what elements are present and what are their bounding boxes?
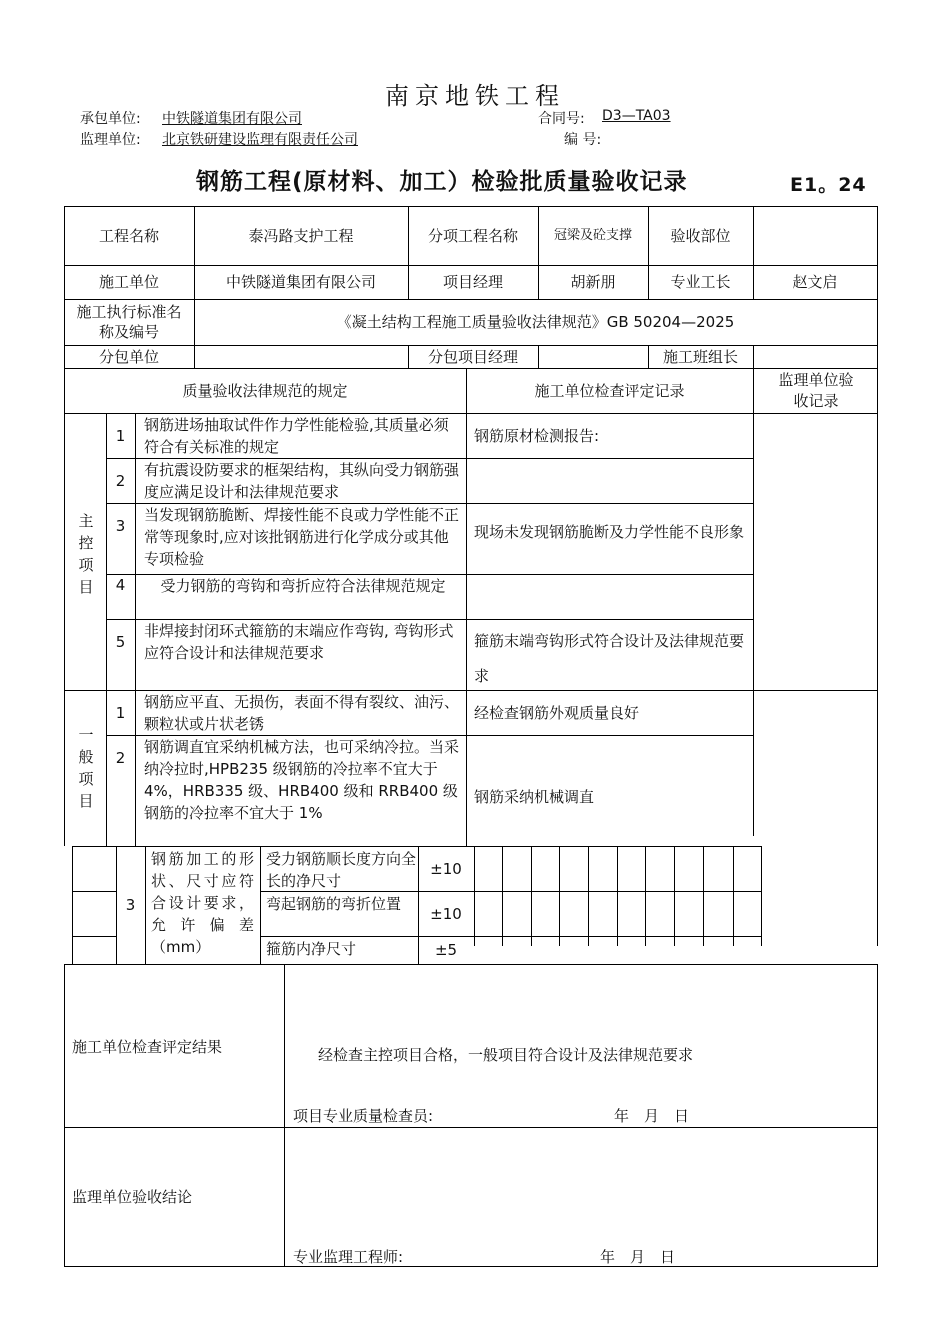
general-item-2-no: 2	[115, 749, 126, 767]
main-item-3-no: 3	[115, 517, 126, 535]
team-leader-label: 施工班组长	[662, 347, 738, 366]
number-label: 编 号:	[564, 132, 602, 148]
pm-label: 项目经理	[442, 273, 503, 291]
foreman-value: 赵文启	[792, 273, 838, 291]
contractor-value: 中铁隧道集团有限公司	[162, 111, 302, 127]
tolerance-row-2-name: 弯起钢筋的弯折位置	[266, 895, 402, 913]
sub-project-value: 冠梁及砼支撑	[553, 227, 632, 243]
contractor-label: 承包单位:	[80, 111, 141, 127]
standard-label: 施工执行标准名称及编号	[76, 303, 182, 341]
general-item-1-no: 1	[115, 703, 126, 722]
main-item-4-no: 4	[115, 576, 126, 594]
main-item-4-spec: 受力钢筋的弯钩和弯折应符合法律规范规定	[160, 577, 446, 595]
main-item-1-no: 1	[115, 426, 126, 445]
contract-no-label: 合同号:	[538, 111, 585, 127]
contract-no-value: D3—TA03	[602, 108, 671, 124]
general-item-3-no: 3	[125, 896, 136, 914]
pm-value: 胡新朋	[570, 273, 616, 291]
sub-pm-label: 分包项目经理	[427, 347, 518, 366]
main-item-2-no: 2	[115, 471, 126, 490]
engineer-label: 专业监理工程师:	[293, 1248, 404, 1266]
main-item-3-record: 现场未发现钢筋脆断及力学性能不良形象	[474, 523, 745, 541]
main-item-5-no: 5	[115, 633, 126, 651]
general-item-2-record: 钢筋采纳机械调直	[474, 788, 595, 806]
main-item-1-record: 钢筋原材检测报告:	[474, 426, 600, 445]
main-item-2-spec: 有抗震设防要求的框架结构，其纵向受力钢筋强度应满足设计和法律规范要求	[144, 461, 460, 501]
main-item-5-spec: 非焊接封闭环式箍筋的末端应作弯钩, 弯钩形式应符合设计和法律规范要求	[144, 622, 454, 662]
supervisor-value: 北京铁研建设监理有限责任公司	[162, 132, 358, 148]
conclusion-label: 监理单位验收结论	[72, 1188, 193, 1206]
project-name-value: 泰冯路支护工程	[248, 226, 354, 245]
construction-unit-label: 施工单位	[98, 273, 159, 291]
result-label: 施工单位检查评定结果	[72, 1038, 223, 1056]
project-name-label: 工程名称	[98, 226, 159, 245]
general-item-3-spec: 钢筋加工的形状、尺寸应符合设计要求，允许偏差（mm）	[151, 850, 254, 956]
result-text: 经检查主控项目合格，一般项目符合设计及法律规范要求	[318, 1046, 694, 1064]
tolerance-row-2-value: ±10	[430, 904, 462, 923]
construction-record-header: 施工单位检查评定记录	[534, 381, 685, 400]
main-item-3-spec: 当发现钢筋脆断、焊接性能不良或力学性能不正常等现象时,应对该批钢筋进行化学成分或其他专项检验	[144, 506, 460, 568]
main-item-1-spec: 钢筋进场抽取试件作力学性能检验,其质量必须符合有关标准的规定	[144, 416, 449, 456]
general-item-1-record: 经检查钢筋外观质量良好	[474, 703, 640, 722]
construction-unit-value: 中铁隧道集团有限公司	[225, 273, 376, 291]
project-title: 南京地铁工程	[385, 82, 565, 110]
general-item-2-spec: 钢筋调直宜采纳机械方法，也可采纳冷拉。当采纳冷拉时,HPB235 级钢筋的冷拉率不宜大于 4%，HRB335 级、HRB400 级和 RRB400 级钢筋的冷拉率不宜大于 1%	[144, 738, 460, 822]
form-code: E1。24	[790, 174, 867, 196]
result-date: 年 月 日	[614, 1107, 690, 1125]
conclusion-date: 年 月 日	[600, 1248, 676, 1266]
inspector-label: 项目专业质量检查员:	[293, 1107, 434, 1125]
form-title: 钢筋工程(原材料、加工）检验批质量验收记录	[196, 169, 688, 195]
general-label: 一般项目	[78, 726, 94, 810]
general-item-1-spec: 钢筋应平直、无损伤，表面不得有裂纹、油污、颗粒状或片状老锈	[144, 693, 460, 733]
tolerance-row-1-name: 受力钢筋顺长度方向全长的净尺寸	[266, 850, 417, 890]
subcontractor-label: 分包单位	[98, 347, 159, 366]
spec-column-header: 质量验收法律规范的规定	[182, 381, 348, 400]
tolerance-row-3-name: 箍筋内净尺寸	[266, 940, 357, 958]
main-control-label: 主控项目	[78, 512, 94, 596]
standard-value: 《凝土结构工程施工质量验收法律规范》GB 50204—2025	[336, 313, 735, 331]
sub-project-label: 分项工程名称	[427, 226, 518, 245]
tolerance-row-1-value: ±10	[430, 859, 462, 878]
tolerance-row-3-value: ±5	[434, 941, 458, 959]
supervision-record-header: 监理单位验收记录	[778, 370, 854, 410]
supervisor-label: 监理单位:	[80, 132, 141, 148]
accept-part-label: 验收部位	[670, 226, 731, 245]
accept-part-value	[753, 206, 877, 265]
foreman-label: 专业工长	[670, 273, 731, 291]
main-item-5-record: 箍筋末端弯钩形式符合设计及法律规范要求	[474, 632, 745, 685]
